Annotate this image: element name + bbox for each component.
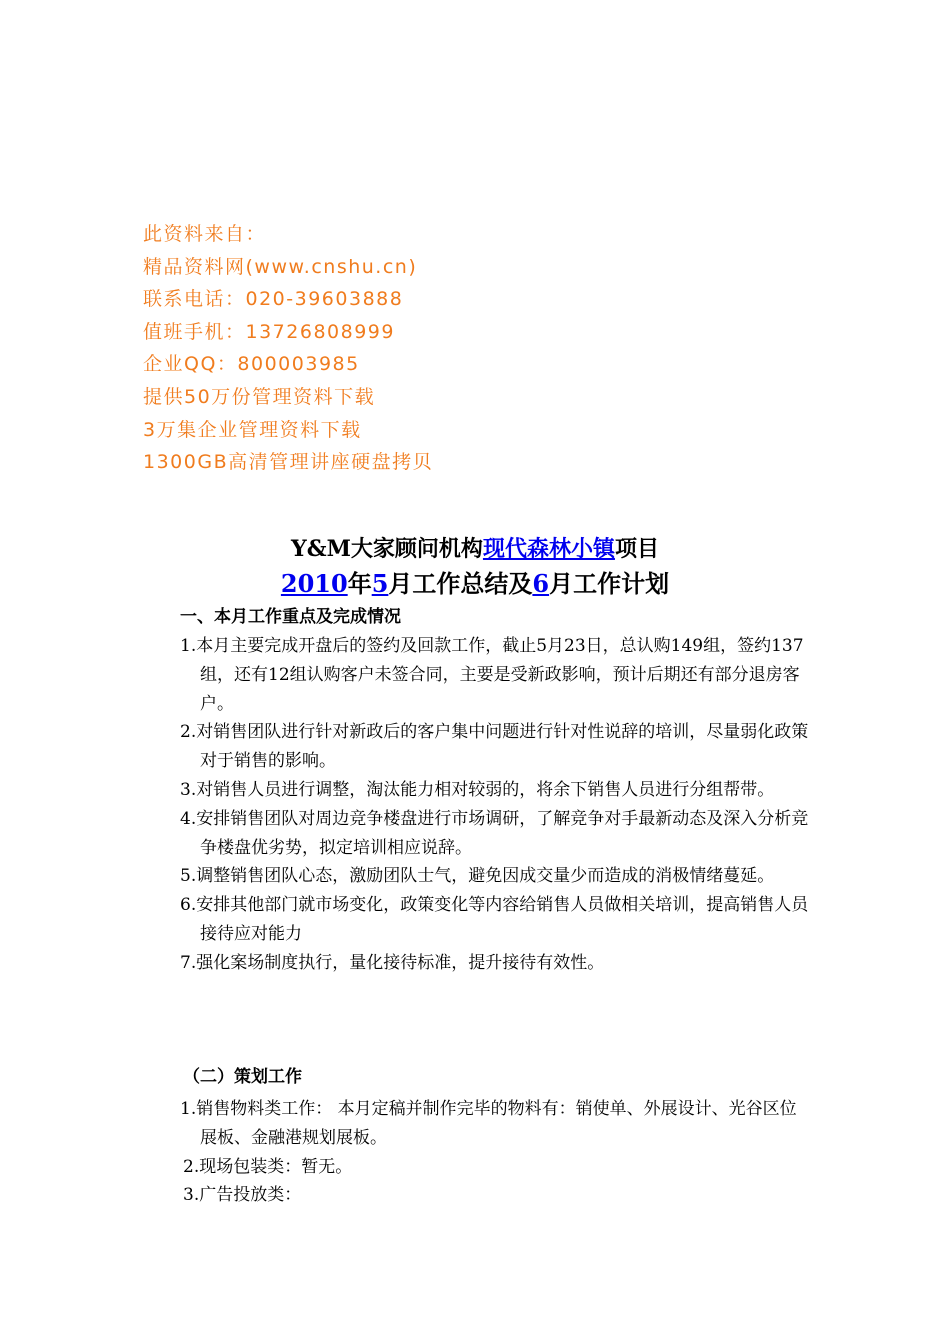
- document-title-line-2: [0, 566, 950, 602]
- offer-line-1: 提供50万份管理资料下载: [143, 385, 376, 408]
- title-end-text: 月工作计划: [549, 569, 670, 598]
- list-item: 2.现场包装类：暂无。: [183, 1156, 353, 1177]
- list-item: 5.调整销售团队心态，激励团队士气，避免因成交量少而造成的消极情绪蔓延。: [180, 866, 775, 887]
- offer-line-2: 3万集企业管理资料下载: [143, 418, 362, 441]
- section-1-heading: 一、本月工作重点及完成情况: [180, 607, 401, 627]
- document-title-line-1: [0, 532, 950, 566]
- list-item: 2.对销售团队进行针对新政后的客户集中问题进行针对性说辞的培训，尽量弱化政策对于销售的影响。: [180, 722, 809, 772]
- title-middle-text: 月工作总结及: [388, 569, 533, 598]
- project-name-link[interactable]: 现代森林小镇: [482, 536, 615, 562]
- list-item: 3.对销售人员进行调整，淘汰能力相对较弱的，将余下销售人员进行分组帮带。: [180, 779, 775, 800]
- title-organization: Y&M大家顾问机构: [291, 536, 483, 562]
- section-2-list: [180, 1095, 812, 1210]
- list-item: 1.销售物料类工作： 本月定稿并制作完毕的物料有：销使单、外展设计、光谷区位展板、金融港规划展板。: [180, 1099, 797, 1148]
- source-line: 此资料来自：: [143, 223, 267, 245]
- list-item: 4.安排销售团队对周边竞争楼盘进行市场调研，了解竞争对手最新动态及深入分析竞争楼盘优劣势，拟定培训相应说辞。: [180, 808, 809, 858]
- website-line: 精品资料网(www.cnshu.cn): [143, 255, 418, 278]
- mobile-line: 值班手机：13726808999: [143, 320, 395, 343]
- phone-line: 联系电话：020-39603888: [143, 288, 404, 311]
- year-link[interactable]: 2010: [280, 569, 348, 598]
- year-suffix: 年: [347, 569, 372, 598]
- list-item: 3.广告投放类：: [183, 1185, 302, 1206]
- list-item: 6.安排其他部门就市场变化，政策变化等内容给销售人员做相关培训，提高销售人员接待应对能力: [180, 895, 809, 944]
- source-info-block: [143, 218, 843, 479]
- title-project-suffix: 项目: [614, 536, 659, 562]
- month-6-link[interactable]: 6: [532, 569, 550, 598]
- offer-line-3: 1300GB高清管理讲座硬盘拷贝: [143, 451, 434, 474]
- section-2-heading: （二）策划工作: [183, 1067, 302, 1087]
- month-5-link[interactable]: 5: [371, 569, 389, 598]
- section-1-list: [180, 632, 812, 978]
- list-item: 1.本月主要完成开盘后的签约及回款工作，截止5月23日，总认购149组，签约137组，还有12组认购客户未签合同，主要是受新政影响，预计后期还有部分退房客户。: [180, 636, 804, 714]
- list-item: 7.强化案场制度执行，量化接待标准，提升接待有效性。: [180, 952, 605, 973]
- qq-line: 企业QQ：800003985: [143, 353, 360, 376]
